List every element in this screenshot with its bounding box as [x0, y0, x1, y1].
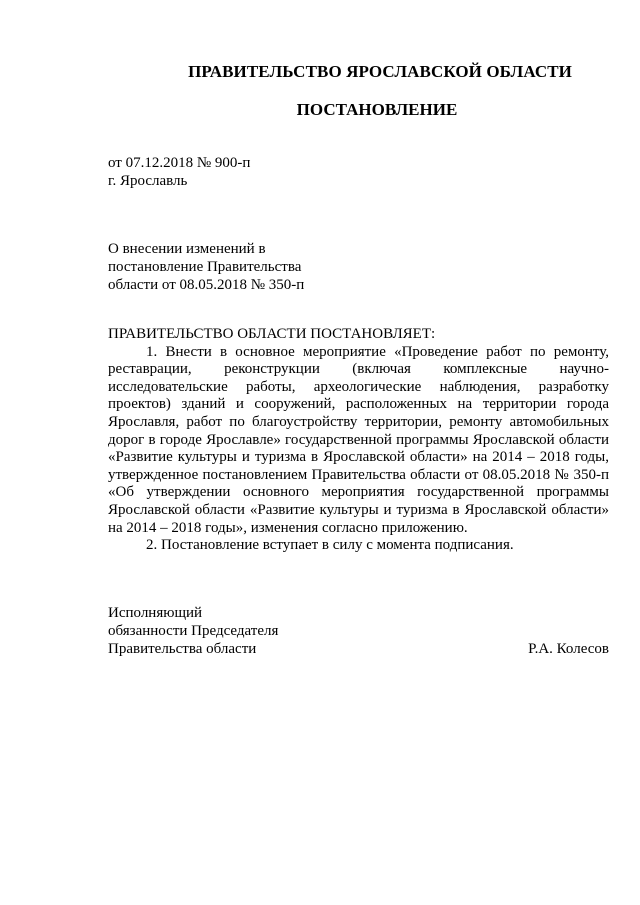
decree-item-1: 1. Внести в основное мероприятие «Проведение работ по ремонту, реставрации, реконструкции (включая комплексные научно-исследовательские работы, археологические наблюдения, разработку проектов) зданий и сооружений, расположенных на территории города Ярославля, работ по благоустройству территории, ремонту автомобильных дорог в городе Ярославле» государственной программы Ярославской области «Развитие культуры и туризма в Ярославской области» на 2014 – 2018 годы, утвержденное постановлением Правительства области от 08.05.2018 № 350-п «Об утверждении основного мероприятия государственной программы Ярославской области «Развитие культуры и туризма в Ярославской области» на 2014 – 2018 годы», изменения согласно приложению.	[108, 343, 609, 536]
signatory-title-line: обязанности Председателя	[108, 623, 279, 639]
decree-item-2: 2. Постановление вступает в силу с момента подписания.	[146, 537, 514, 554]
date-number: от 07.12.2018 № 900-п	[108, 155, 251, 171]
signatory-name: Р.А. Колесов	[528, 641, 609, 657]
document-type-title: ПОСТАНОВЛЕНИЕ	[296, 100, 458, 119]
decree-body	[108, 326, 609, 555]
decree-heading: ПРАВИТЕЛЬСТВО ОБЛАСТИ ПОСТАНОВЛЯЕТ:	[108, 326, 436, 342]
signatory-title-line: Исполняющий	[108, 605, 203, 621]
subject-line: постановление Правительства	[108, 259, 302, 275]
subject-line: области от 08.05.2018 № 350-п	[108, 277, 305, 293]
signature-row	[108, 640, 609, 658]
signature-block	[108, 604, 609, 658]
city: г. Ярославль	[108, 173, 188, 189]
document-meta	[108, 154, 250, 190]
government-title: ПРАВИТЕЛЬСТВО ЯРОСЛАВСКОЙ ОБЛАСТИ	[188, 62, 572, 81]
document-subject	[108, 240, 304, 294]
signatory-title-line: Правительства области	[108, 641, 257, 657]
subject-line: О внесении изменений в	[108, 241, 266, 257]
